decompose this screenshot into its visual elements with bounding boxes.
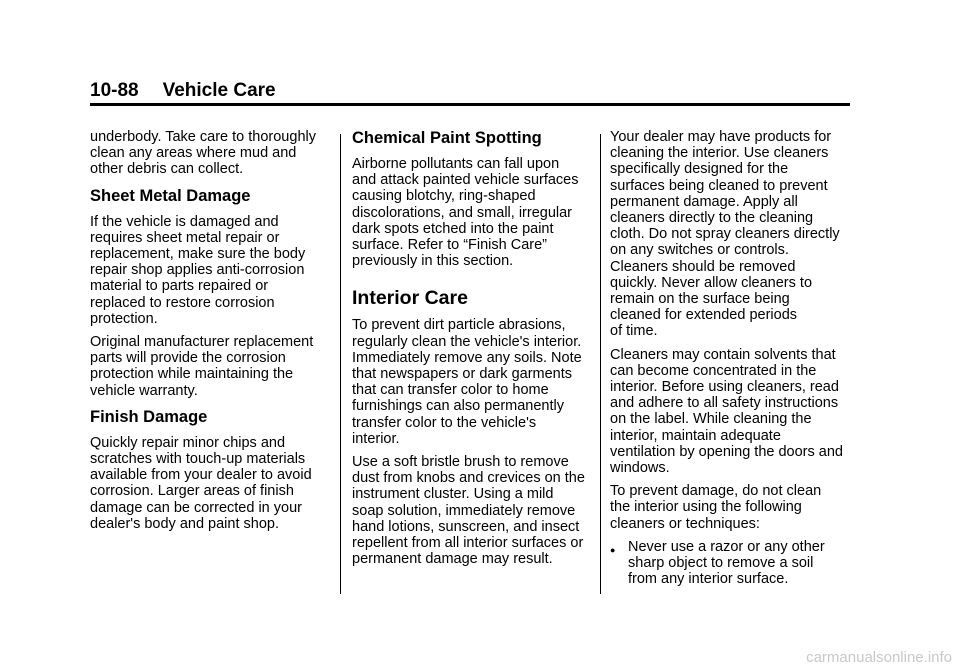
bullet-item	[610, 539, 848, 588]
bullet-dot-icon: ●	[610, 544, 616, 555]
header-rule	[90, 103, 850, 106]
interior-care-paragraph-1: To prevent dirt particle abrasions, regularly clean the vehicle's interior. Immediately remove any soils. Note that newspapers or dark garments that can transfer color to home furnishings can also permanently transfer color to the vehicle's interior.	[352, 317, 582, 447]
sheet-metal-paragraph-2: Original manufacturer replacement parts will provide the corrosion protection while maintaining the vehicle warranty.	[90, 334, 314, 399]
cleaners-paragraph-2: Cleaners may contain solvents that can become concentrated in the interior. Before using cleaners, read and adhere to all safety instructions on the label. While cleaning the interior, maintain adequate ventilation by opening the doors and windows.	[610, 346, 843, 477]
column-3	[610, 129, 848, 587]
watermark: carmanualsonline.info	[806, 649, 952, 666]
intro-paragraph: underbody. Take care to thoroughly clean any areas where mud and other debris can collect.	[90, 129, 316, 178]
section-title: Vehicle Care	[162, 80, 276, 101]
finish-damage-paragraph: Quickly repair minor chips and scratches with touch-up materials available from your dealer to avoid corrosion. Larger areas of finish damage can be corrected in your dealer's body and paint shop.	[90, 434, 312, 532]
interior-care-paragraph-2: Use a soft bristle brush to remove dust from knobs and crevices on the instrument cluster. Using a mild soap solution, immediately remove hand lotions, sunscreen, and insect repellent from all interior surfaces or permanent damage may result.	[352, 454, 585, 568]
page-number: 10-88	[90, 80, 139, 101]
column-2	[352, 129, 590, 574]
sheet-metal-paragraph-1: If the vehicle is damaged and requires sheet metal repair or replacement, make sure the body repair shop applies anti-corrosion material to parts repaired or replaced to restore corrosion protection.	[90, 213, 306, 327]
column-divider-1	[340, 134, 341, 594]
chemical-spotting-paragraph: Airborne pollutants can fall upon and attack painted vehicle surfaces causing blotchy, ring-shaped discolorations, and small, irregular dark spots etched into the paint surface. Refer to “Finish Care” previously in this section.	[352, 156, 579, 270]
column-divider-2	[600, 134, 601, 594]
finish-damage-heading: Finish Damage	[90, 407, 208, 426]
column-1	[90, 129, 328, 539]
page-header	[90, 80, 276, 102]
sheet-metal-heading: Sheet Metal Damage	[90, 186, 251, 205]
cleaners-paragraph-3: To prevent damage, do not clean the interior using the following cleaners or techniques:	[610, 483, 822, 532]
cleaners-paragraph-1: Your dealer may have products for cleaning the interior. Use cleaners specifically designed for the surfaces being cleaned to prevent permanent damage. Apply all cleaners directly to the cleaning cloth. Do not spray cleaners directly on any switches or controls. Cleaners should be removed quickly. Never allow cleaners to remain on the surface being cleaned for extended periods of time.	[610, 129, 840, 340]
chemical-spotting-heading: Chemical Paint Spotting	[352, 129, 542, 147]
interior-care-heading: Interior Care	[352, 287, 468, 310]
bullet-text: Never use a razor or any other sharp object to remove a soil from any interior surface.	[628, 538, 825, 588]
